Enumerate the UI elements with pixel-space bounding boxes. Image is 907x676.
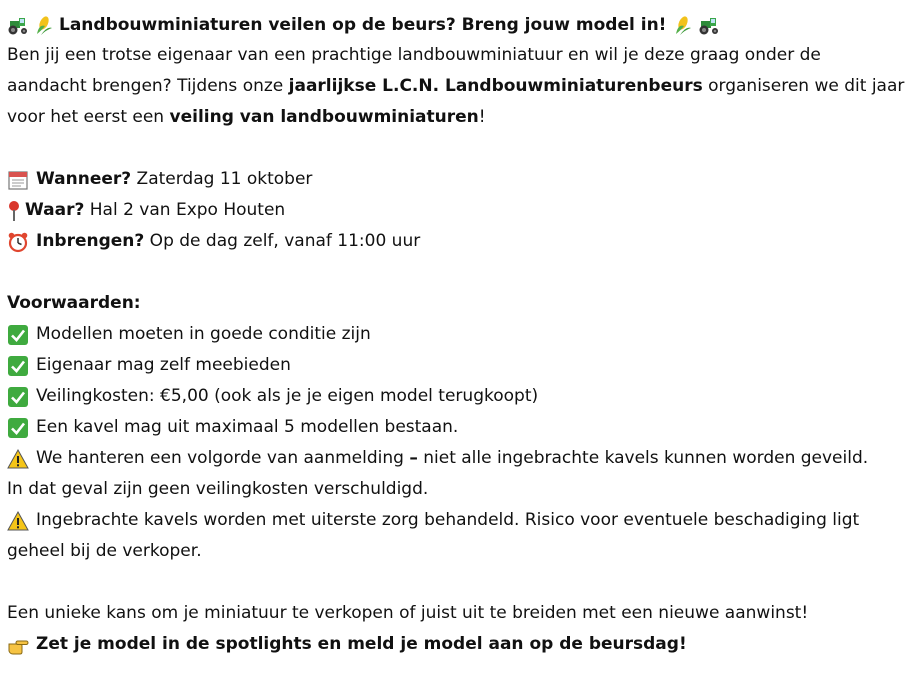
detail-when — [7, 164, 907, 195]
conditions-heading — [7, 288, 907, 319]
intro-text-2b: organiseren we dit jaar — [702, 76, 905, 96]
cta-text: Zet je model in de spotlights en meld je model aan op de beursdag! — [36, 634, 687, 654]
bring-value: Op de dag zelf, vanaf 11:00 uur — [144, 231, 421, 251]
check-icon — [7, 386, 29, 408]
calendar-icon — [7, 169, 29, 191]
alarm-clock-icon — [7, 231, 29, 253]
where-label: Waar? — [25, 200, 85, 220]
intro-line-2 — [7, 71, 907, 102]
corn-icon — [672, 14, 694, 36]
detail-bring — [7, 226, 907, 257]
intro-line-3 — [7, 102, 907, 133]
intro-event-name: jaarlijkse L.C.N. Landbouwminiaturenbeurs — [288, 76, 703, 96]
when-label: Wanneer? — [36, 169, 132, 189]
condition-text: Eigenaar mag zelf meebieden — [36, 355, 291, 375]
intro-auction-name: veiling van landbouwminiaturen — [169, 107, 479, 127]
warning-1-text-c: In dat geval zijn geen veilingkosten verschuldigd. — [7, 479, 429, 499]
check-icon — [7, 324, 29, 346]
condition-item — [7, 381, 907, 412]
title-text: Landbouwminiaturen veilen op de beurs? Breng jouw model in! — [59, 15, 667, 35]
warning-1-text-a: We hanteren een volgorde van aanmelding — [36, 448, 410, 468]
warning-1-line-2 — [7, 474, 907, 505]
warning-2-line-1 — [7, 505, 907, 536]
closing-line — [7, 598, 907, 629]
intro-text-3a: voor het eerst een — [7, 107, 170, 127]
condition-item — [7, 412, 907, 443]
condition-item — [7, 350, 907, 381]
bring-label: Inbrengen? — [36, 231, 145, 251]
condition-item — [7, 319, 907, 350]
tractor-icon — [698, 14, 720, 36]
intro-text-1: Ben jij een trotse eigenaar van een prachtige landbouwminiatuur en wil je deze graag onder de — [7, 45, 821, 65]
condition-text: Veilingkosten: €5,00 (ook als je je eigen model terugkoopt) — [36, 386, 539, 406]
intro-text-3b: ! — [478, 107, 486, 127]
warning-1-text-b: niet alle ingebrachte kavels kunnen worden geveild. — [417, 448, 869, 468]
tractor-icon — [7, 14, 29, 36]
warning-1-line-1 — [7, 443, 907, 474]
warning-icon — [7, 510, 29, 532]
conditions-heading-text: Voorwaarden: — [7, 293, 141, 313]
where-value: Hal 2 van Expo Houten — [84, 200, 286, 220]
title-line — [7, 10, 907, 40]
when-value: Zaterdag 11 oktober — [131, 169, 313, 189]
warning-1-dash: – — [409, 448, 418, 468]
warning-2-line-2 — [7, 536, 907, 567]
warning-icon — [7, 448, 29, 470]
pin-icon — [7, 200, 21, 222]
cta-line — [7, 629, 907, 660]
closing-text: Een unieke kans om je miniatuur te verkopen of juist uit te breiden met een nieuwe aanwinst! — [7, 603, 809, 623]
condition-text: Een kavel mag uit maximaal 5 modellen bestaan. — [36, 417, 459, 437]
check-icon — [7, 355, 29, 377]
condition-text: Modellen moeten in goede conditie zijn — [36, 324, 371, 344]
check-icon — [7, 417, 29, 439]
warning-2-text-a: Ingebrachte kavels worden met uiterste zorg behandeld. Risico voor eventuele beschadiging ligt — [36, 510, 860, 530]
warning-2-text-b: geheel bij de verkoper. — [7, 541, 202, 561]
corn-icon — [33, 14, 55, 36]
intro-text-2a: aandacht brengen? Tijdens onze — [7, 76, 289, 96]
pointing-hand-icon — [7, 634, 29, 656]
detail-where — [7, 195, 907, 226]
intro-line-1 — [7, 40, 907, 71]
